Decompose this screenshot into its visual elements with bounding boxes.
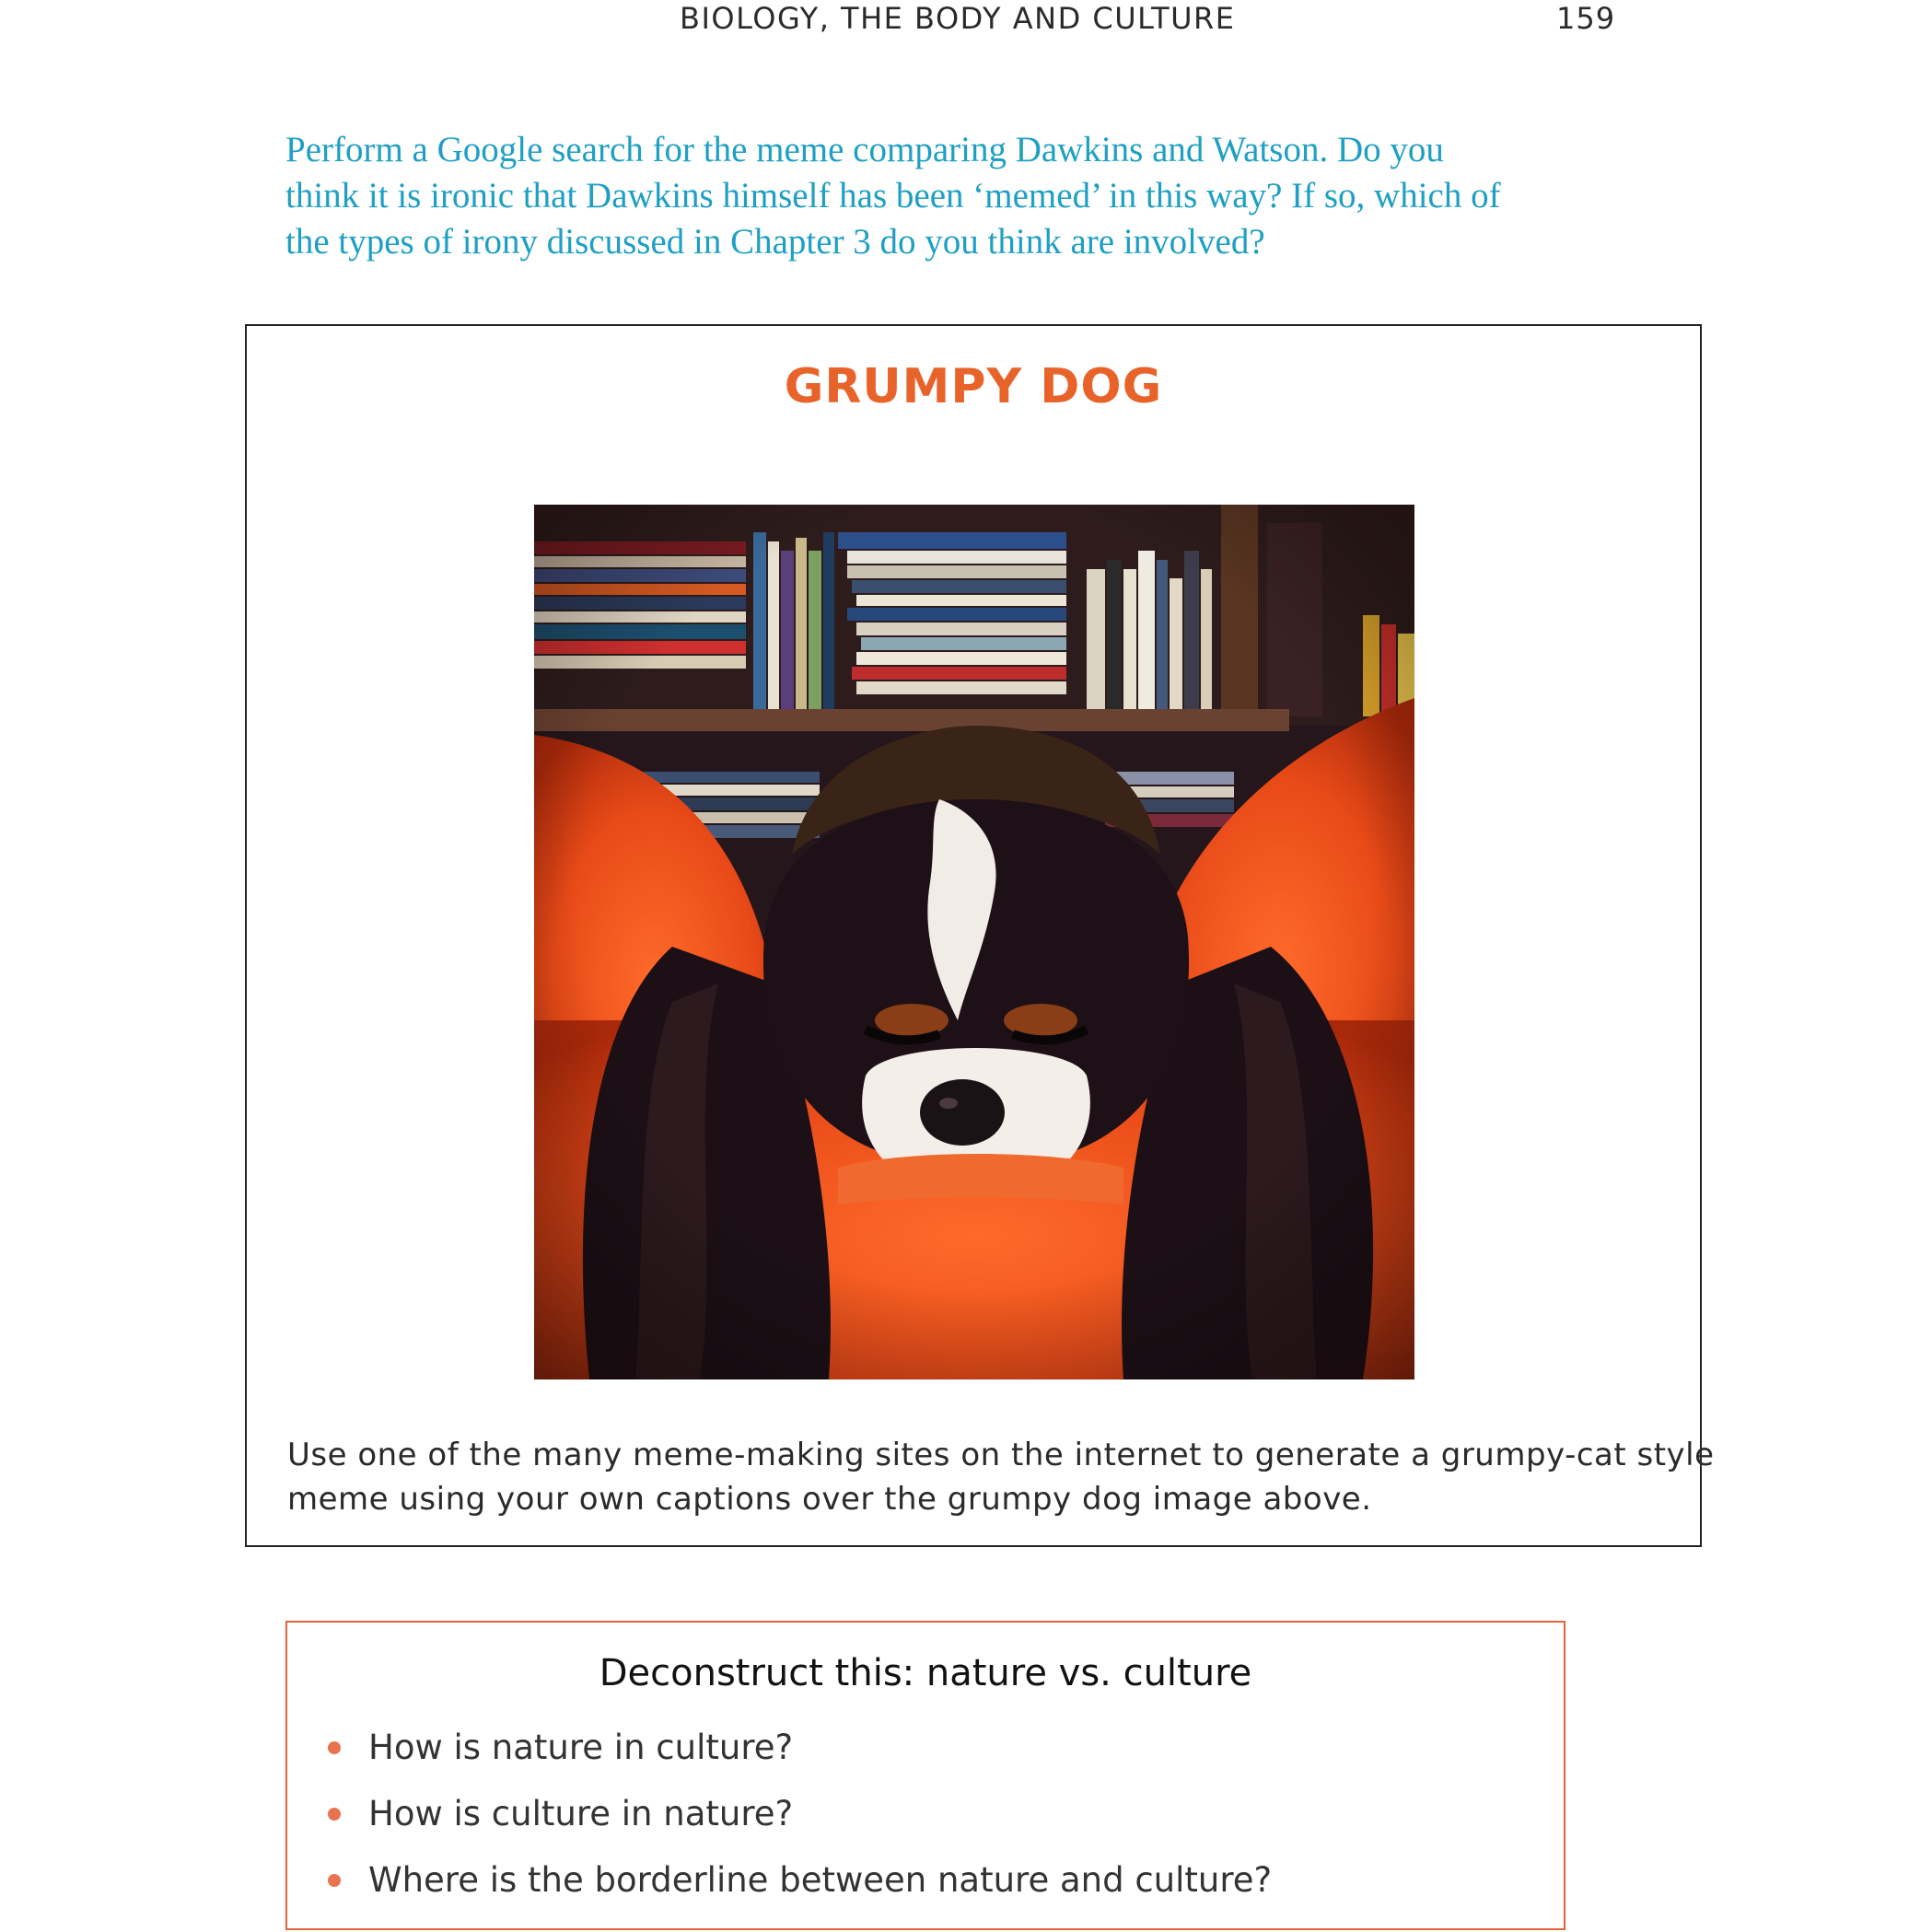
bullet-icon: [328, 1874, 341, 1887]
list-item-text: How is nature in culture?: [368, 1728, 794, 1767]
dog-photo: [534, 505, 1414, 1379]
running-head: BIOLOGY, THE BODY AND CULTURE: [680, 1, 1236, 36]
list-item: [328, 1715, 1272, 1781]
question-line: think it is ironic that Dawkins himself has been ‘memed’ in this way? If so, which of: [285, 176, 1501, 215]
question-line: Perform a Google search for the meme comparing Dawkins and Watson. Do you: [285, 130, 1444, 169]
list-item-text: How is culture in nature?: [368, 1794, 794, 1833]
question-line: the types of irony discussed in Chapter 3 do you think are involved?: [285, 222, 1265, 262]
activity-title: GRUMPY DOG: [784, 359, 1163, 414]
list-item: [328, 1847, 1272, 1914]
instruction-line: Use one of the many meme-making sites on the internet to generate a grumpy-cat style: [287, 1437, 1715, 1473]
list-item: [328, 1781, 1272, 1847]
deconstruct-list: [328, 1715, 1272, 1914]
question-paragraph: [285, 127, 1575, 265]
deconstruct-box: [285, 1621, 1565, 1930]
bullet-icon: [328, 1808, 341, 1821]
page-number: 159: [1556, 1, 1616, 36]
deconstruct-title: Deconstruct this: nature vs. culture: [599, 1652, 1252, 1694]
instruction-line: meme using your own captions over the grumpy dog image above.: [287, 1481, 1372, 1518]
activity-instructions: [287, 1433, 1715, 1521]
grumpy-dog-activity-box: [245, 324, 1715, 1547]
bullet-icon: [328, 1741, 341, 1754]
list-item-text: Where is the borderline between nature and culture?: [368, 1860, 1273, 1900]
